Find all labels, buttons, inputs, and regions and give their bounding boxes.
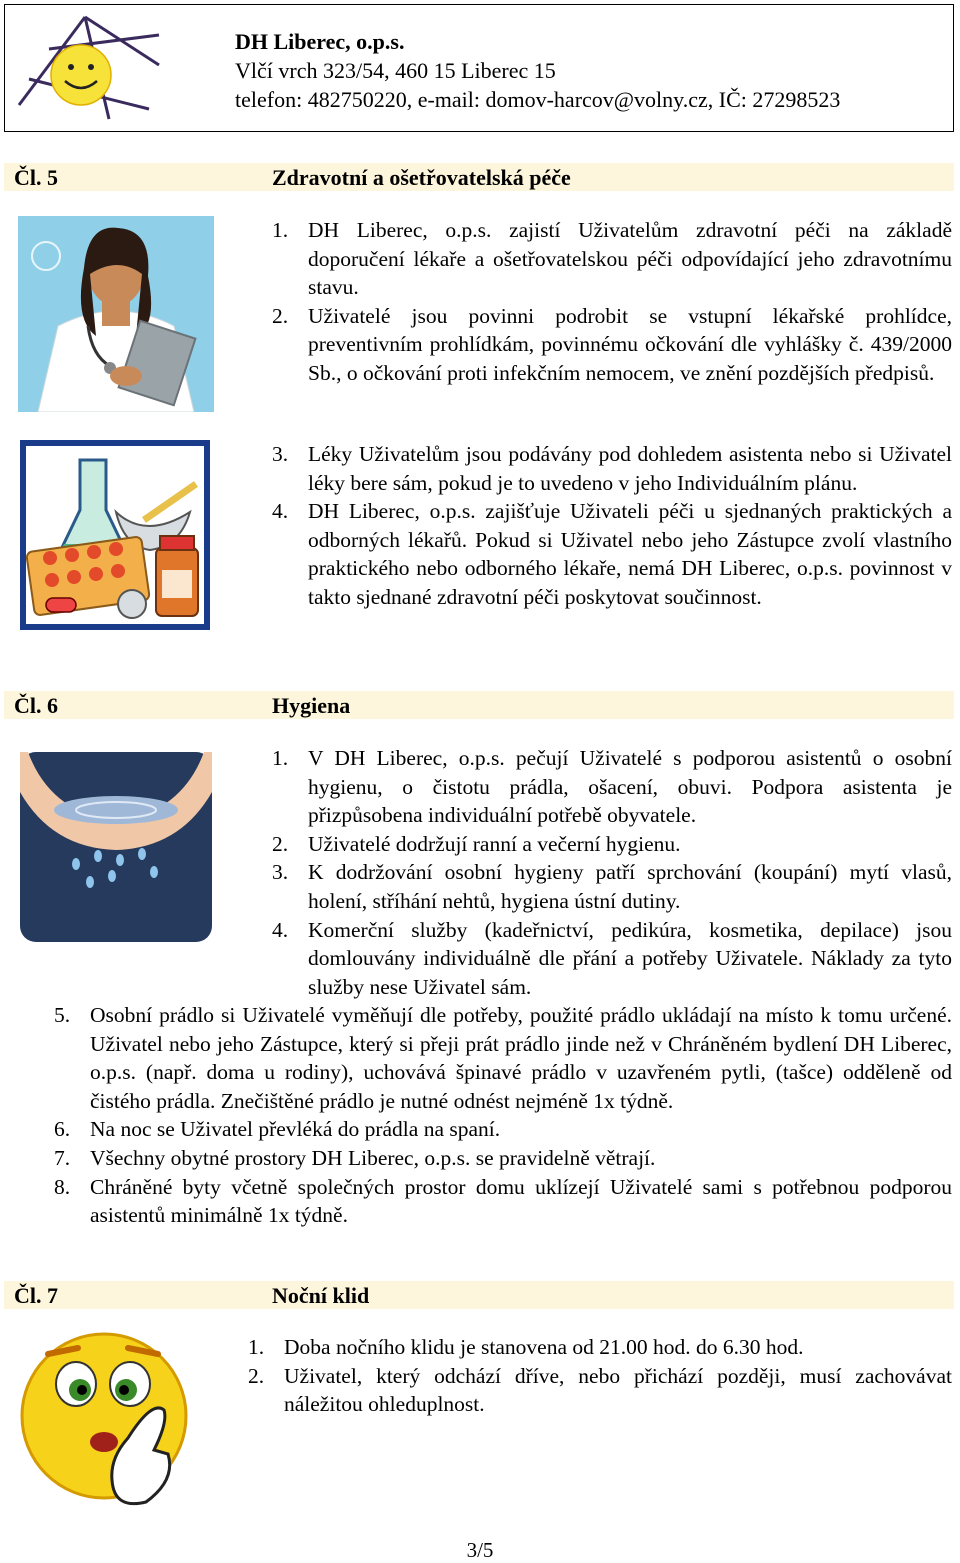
- list-item-number: 1.: [248, 1335, 265, 1359]
- section-5-list-b: [272, 440, 952, 612]
- section-6-list-a: [272, 744, 952, 1001]
- section-5-number: Čl. 5: [14, 165, 58, 190]
- list-item: [272, 302, 952, 388]
- list-item: [54, 1115, 952, 1144]
- list-item-number: 1.: [272, 746, 289, 770]
- list-item: [54, 1173, 952, 1230]
- list-item-text: Doba nočního klidu je stanovena od 21.00 hod. do 6.30 hod.: [284, 1335, 804, 1359]
- organization-contact: telefon: 482750220, e-mail: domov-harcov@volny.cz, IČ: 27298523: [235, 87, 841, 112]
- list-item: [248, 1333, 952, 1362]
- list-item-text: Komerční služby (kadeřnictví, pedikúra, kosmetika, depilace) jsou domlouvány individuálně dle přání a potřeby Uživatele. Náklady za tyto služby nese Uživatel sám.: [308, 917, 952, 999]
- list-item-number: 3.: [272, 442, 289, 466]
- shush-smiley-illustration: [18, 1330, 194, 1510]
- section-7-title: Noční klid: [272, 1283, 370, 1308]
- list-item: [272, 216, 952, 302]
- section-6-heading-bar: [4, 691, 954, 719]
- list-item-text: Chráněné byty včetně společných prostor domu uklízejí Uživatelé sami s potřebnou podporou asistentů minimálně 1x týdně.: [90, 1174, 952, 1228]
- list-item: [272, 744, 952, 830]
- section-6-title: Hygiena: [272, 693, 351, 718]
- list-item-text: DH Liberec, o.p.s. zajistí Uživatelům zdravotní péči na základě doporučení lékaře a ošetřovatelskou péči odpovídající jeho zdravotnímu stavu.: [308, 218, 952, 300]
- list-item-number: 4.: [272, 499, 289, 524]
- organization-name: DH Liberec, o.p.s.: [235, 29, 405, 54]
- list-item-text: Všechny obytné prostory DH Liberec, o.p.s. se pravidelně větrají.: [90, 1145, 656, 1170]
- list-item-text: Léky Uživatelům jsou podávány pod dohledem asistenta nebo si Uživatel léky bere sám, pokud je to uvedeno v jeho Individuálním plánu.: [308, 442, 952, 495]
- list-item-text: Osobní prádlo si Uživatelé vyměňují dle potřeby, použité prádlo ukládají na místo k tomu určené. Uživatel nebo jeho Zástupce, který si přeji prát prádlo jinde než v Chráněném bydlení DH Liberec, o.p.s. (např. doma u rodiny), uchovává špinavé prádlo v uzavřeném pytli, (tašce) odděleně od čistého prádla. Znečištěné prádlo je nutné odnést nejméně 1x týdně.: [90, 1003, 952, 1113]
- section-6-list-b: [54, 1001, 952, 1230]
- section-7-list: [248, 1333, 952, 1419]
- list-item-number: 8.: [54, 1174, 71, 1199]
- letterhead: [4, 4, 954, 132]
- list-item-text: Uživatelé dodržují ranní a večerní hygienu.: [308, 831, 681, 856]
- organization-info: [235, 27, 840, 114]
- section-5-list-a: [272, 216, 952, 388]
- list-item-number: 6.: [54, 1117, 71, 1142]
- list-item-text: K dodržování osobní hygieny patří sprchování (koupání) mytí vlasů, holení, stříhání nehtů, hygiena ústní dutiny.: [308, 860, 952, 913]
- list-item-text: V DH Liberec, o.p.s. pečují Uživatelé s podporou asistentů o osobní hygienu, o čistotu prádla, ošacení, obuvi. Podpora asistenta je přizpůsobena individuální potřebě obyvatele.: [308, 746, 952, 828]
- list-item: [248, 1362, 952, 1419]
- sun-logo: [9, 9, 169, 125]
- nurse-illustration: [18, 216, 214, 412]
- list-item: [272, 497, 952, 611]
- medicine-illustration: [20, 440, 210, 630]
- section-5-title: Zdravotní a ošetřovatelská péče: [272, 165, 571, 190]
- list-item-number: 3.: [272, 860, 289, 885]
- list-item-number: 2.: [272, 303, 289, 328]
- list-item-number: 2.: [248, 1363, 265, 1388]
- list-item: [272, 916, 952, 1002]
- list-item: [272, 830, 952, 859]
- section-7-number: Čl. 7: [14, 1283, 58, 1308]
- organization-address: Vlčí vrch 323/54, 460 15 Liberec 15: [235, 58, 556, 83]
- section-7-heading-bar: [4, 1281, 954, 1309]
- section-6-number: Čl. 6: [14, 693, 58, 718]
- list-item-number: 2.: [272, 831, 289, 856]
- list-item-text: Uživatelé jsou povinni podrobit se vstupní lékařské prohlídce, preventivním prohlídkám, povinnému očkování dle vyhlášky č. 439/2000 Sb., o očkování proti infekčním nemocem, ve znění pozdějších předpisů.: [308, 303, 952, 385]
- list-item: [272, 440, 952, 497]
- washing-hands-illustration: [20, 752, 212, 942]
- list-item-text: DH Liberec, o.p.s. zajišťuje Uživateli péči u sjednaných praktických a odborných lékařů. Pokud si Uživatel nebo jeho Zástupce zvolí vlastního praktického nebo odborného lékaře, nemá DH Liberec, o.p.s. povinnost v takto sjednané zdravotní péči poskytovat součinnost.: [308, 499, 952, 609]
- list-item: [272, 858, 952, 915]
- list-item: [54, 1144, 952, 1173]
- list-item-text: Uživatel, který odchází dříve, nebo přichází později, musí zachovávat náležitou ohleduplnost.: [284, 1363, 952, 1417]
- list-item-number: 7.: [54, 1145, 71, 1170]
- list-item-number: 1.: [272, 218, 289, 242]
- list-item: [54, 1001, 952, 1115]
- list-item-number: 5.: [54, 1003, 71, 1027]
- list-item-number: 4.: [272, 917, 289, 942]
- list-item-text: Na noc se Uživatel převléká do prádla na spaní.: [90, 1117, 501, 1142]
- page-number: 3/5: [466, 1538, 494, 1562]
